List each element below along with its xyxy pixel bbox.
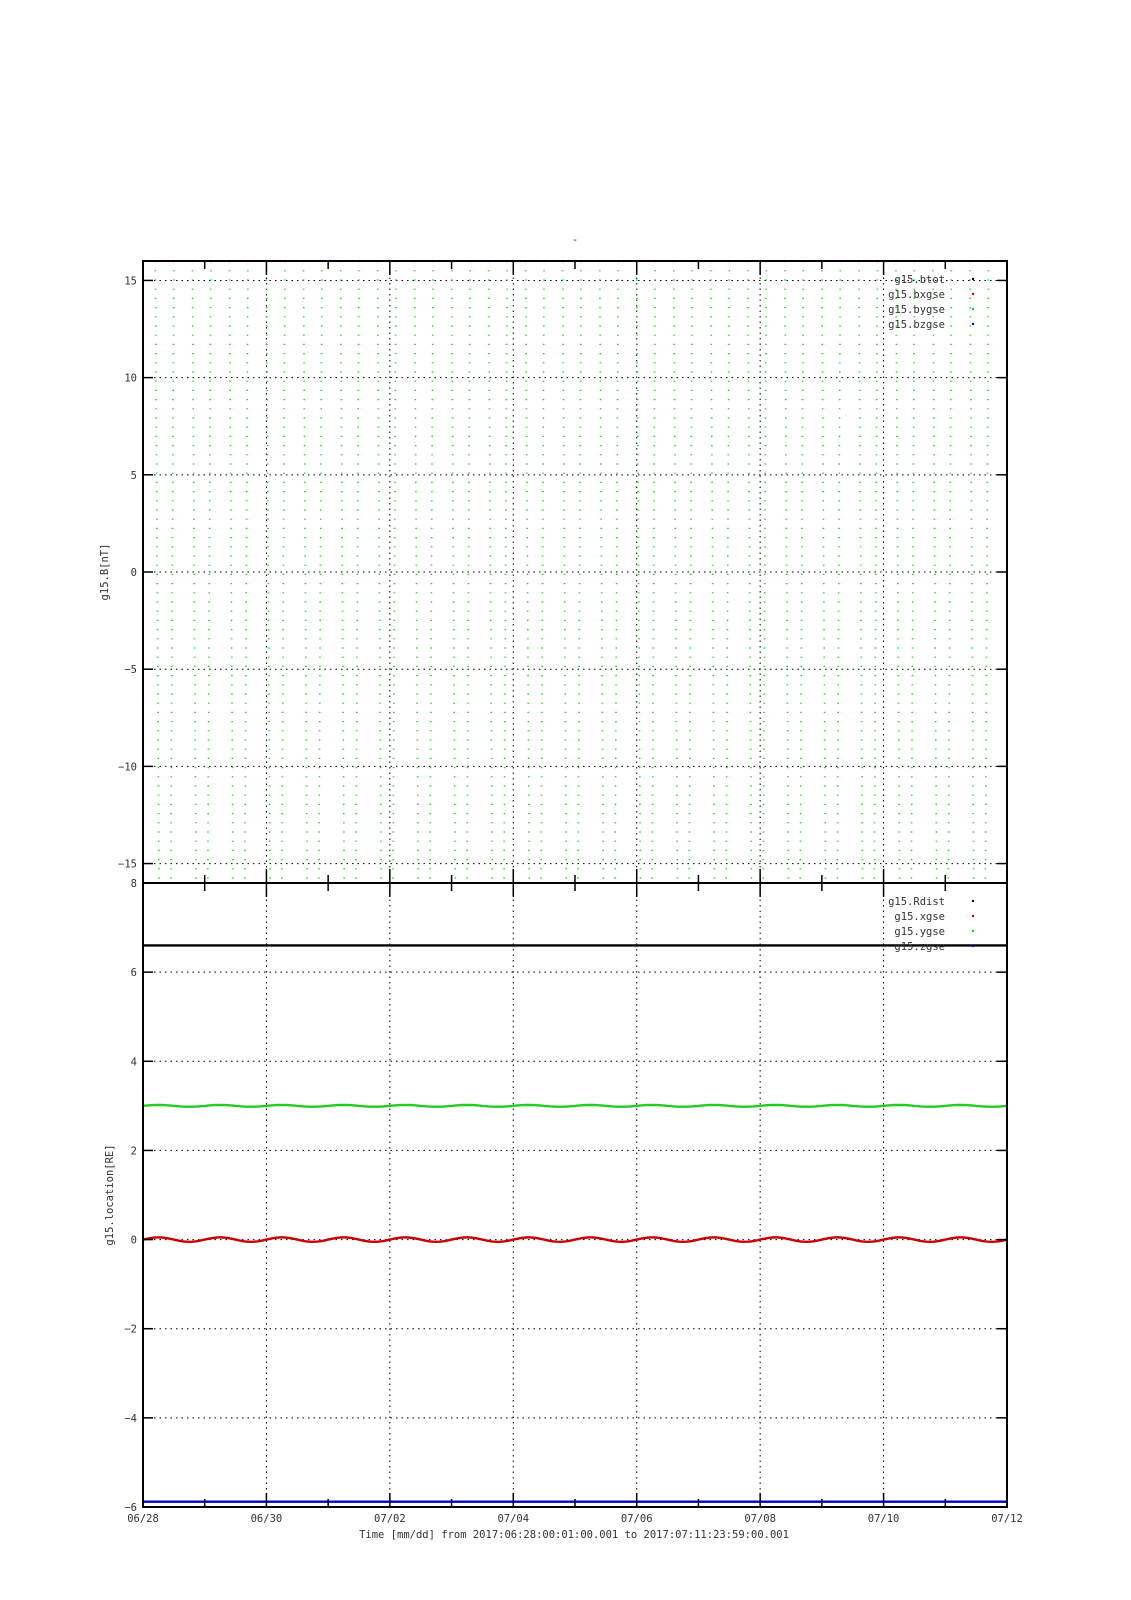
- series-trace-bygse: [541, 261, 544, 883]
- y-tick-label: −2: [124, 1323, 137, 1336]
- legend-label: g15.ygse: [894, 926, 945, 938]
- panel-frame-bottom: [143, 883, 1007, 1507]
- panel-frame-top: [143, 261, 1007, 883]
- legend-marker: [972, 930, 974, 932]
- series-trace-bygse: [711, 261, 715, 883]
- series-trace-bygse: [155, 261, 159, 883]
- x-tick-label: 07/02: [374, 1513, 406, 1525]
- series-trace-bygse: [393, 261, 396, 883]
- y-tick-label: 10: [124, 372, 137, 385]
- series-trace-bygse: [303, 261, 307, 883]
- y-axis-label-bottom: g15.location[RE]: [104, 1144, 116, 1246]
- legend-marker: [972, 900, 974, 902]
- legend-label: g15.btot: [894, 274, 945, 286]
- legend-marker: [972, 915, 974, 917]
- series-trace-bygse: [970, 261, 974, 883]
- legend-label: g15.Rdist: [888, 896, 945, 908]
- y-tick-label: 15: [124, 275, 137, 288]
- y-tick-label: 0: [130, 567, 137, 579]
- y-tick-label: 0: [130, 1234, 137, 1247]
- x-tick-label: 07/12: [991, 1513, 1023, 1525]
- x-tick-label: 06/30: [250, 1513, 283, 1525]
- y-tick-label: 6: [130, 967, 137, 980]
- legend-marker: [972, 323, 974, 325]
- legend-label: g15.bzgse: [888, 319, 945, 331]
- y-tick-label: 4: [130, 1056, 137, 1069]
- legend-label: g15.xgse: [894, 911, 945, 923]
- series-line-xgse: [143, 1237, 1007, 1242]
- x-tick-label: 07/06: [620, 1513, 653, 1525]
- series-trace-bygse: [563, 261, 567, 883]
- y-tick-label: 5: [130, 469, 137, 482]
- x-tick-label: 07/04: [497, 1513, 530, 1525]
- series-trace-bygse: [415, 261, 419, 883]
- panel-magnetic-field: [99, 261, 1007, 883]
- series-trace-bygse: [282, 261, 285, 883]
- y-tick-label: −5: [124, 664, 137, 677]
- legend-label: g15.bygse: [888, 304, 945, 316]
- chart-title: -: [571, 234, 579, 246]
- x-tick-label: 06/28: [127, 1513, 159, 1525]
- series-trace-bygse: [800, 261, 803, 883]
- legend-marker: [972, 278, 974, 280]
- x-tick-label: 07/10: [867, 1513, 900, 1525]
- y-axis-label-top: g15.B[nT]: [99, 543, 111, 601]
- y-tick-label: −6: [124, 1502, 137, 1514]
- y-tick-label: 2: [130, 1145, 137, 1158]
- y-tick-label: 8: [130, 878, 137, 890]
- legend-marker: [972, 308, 974, 310]
- y-tick-label: −10: [118, 761, 137, 774]
- series-line-ygse: [143, 1105, 1007, 1107]
- time-range-caption: Time [mm/dd] from 2017:06:28:00:01:00.001 to 2017:07:11:23:59:00.001: [359, 1529, 789, 1541]
- legend-label: g15.zgse: [894, 941, 945, 953]
- series-trace-bygse: [245, 261, 248, 883]
- legend-marker: [972, 293, 974, 295]
- series-trace-bygse: [948, 261, 951, 883]
- y-tick-label: −15: [118, 858, 137, 871]
- legend-marker: [972, 945, 974, 947]
- y-tick-label: −4: [124, 1412, 137, 1425]
- series-trace-bygse: [689, 261, 692, 883]
- legend-label: g15.bxgse: [888, 289, 945, 301]
- legend-top: [888, 274, 974, 331]
- series-trace-bygse: [837, 261, 840, 883]
- panel-location: [104, 878, 1007, 1514]
- x-tick-label: 07/08: [744, 1513, 776, 1525]
